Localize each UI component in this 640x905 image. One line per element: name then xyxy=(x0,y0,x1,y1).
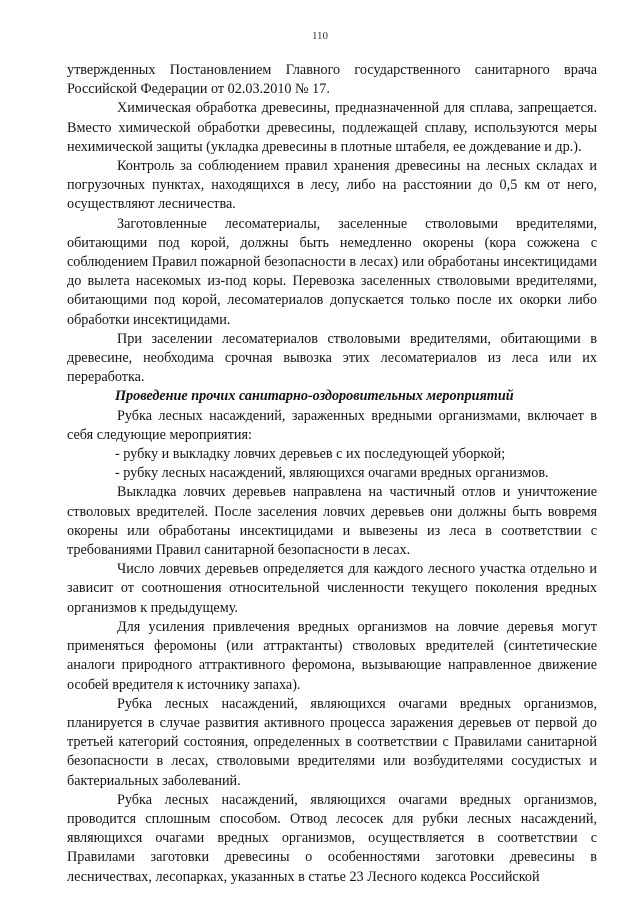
paragraph-debarking: Заготовленные лесоматериалы, заселенные стволовыми вредителями, обитающими под корой, должны быть немедленно окорены (кора сожжена с соблюдением Правил пожарной безопасности в лесах) или обработаны инсектицидами до вылета насекомых из-под коры. Перевозка заселенных стволовыми вредителями, обитающими под корой, лесоматериалов допускается только после их окорки либо обработки инсектицидами. xyxy=(67,215,597,328)
paragraph-continuation: утвержденных Постановлением Главного государственного санитарного врача Российской Федерации от 02.03.2010 № 17. xyxy=(67,62,597,98)
paragraph-pheromones: Для усиления привлечения вредных организмов на ловчие деревья могут применяться феромоны (или аттрактанты) стволовых вредителей (синтетические аналоги природного аттрактивного феромона, вызывающие направленное движение особей вредителя к источнику запаха). xyxy=(67,618,597,693)
section-heading: Проведение прочих санитарно-оздоровительных мероприятий xyxy=(115,388,514,405)
paragraph-trap-tree-count: Число ловчих деревьев определяется для каждого лесного участка отдельно и зависит от соотношения относительной численности текущего поколения вредных организмов к предыдущему. xyxy=(67,561,597,616)
paragraph-chemical-treatment: Химическая обработка древесины, предназначенной для сплава, запрещается. Вместо химической обработки древесины, подлежащей сплаву, используются меры нехимической защиты (укладка древесины в плотные штабеля, ее дождевание и др.). xyxy=(67,100,597,155)
paragraph-intro: Рубка лесных насаждений, зараженных вредными организмами, включает в себя следующие мероприятия: xyxy=(67,407,597,443)
paragraph-felling-planning: Рубка лесных насаждений, являющихся очагами вредных организмов, планируется в случае развития активного процесса заражения деревьев от первой до третьей категорий состояния, определенных в соответствии с Правилами санитарной безопасности в лесах, стволовыми вредителями или возбудителями сосудистых и бактериальных заболеваний. xyxy=(67,695,597,789)
paragraph-clear-cutting: Рубка лесных насаждений, являющихся очагами вредных организмов, проводится сплошным способом. Отвод лесосек для рубки лесных насаждений, являющихся очагами вредных организмов, осуществляется в соответствии с Правилами заготовки древесины о особенностями заготовки древесины в лесничествах, лесопарках, указанных в статье 23 Лесного кодекса Российской xyxy=(67,791,597,885)
paragraph-storage-control: Контроль за соблюдением правил хранения древесины на лесных складах и погрузочных пунктах, находящихся в лесу, либо на расстоянии до 0,5 км от него, осуществляют лесничества. xyxy=(67,158,597,213)
page-number: 110 xyxy=(311,30,329,42)
document-body xyxy=(67,61,597,887)
paragraph-trap-trees: Выкладка ловчих деревьев направлена на частичный отлов и уничтожение стволовых вредителей. После заселения ловчих деревьев они должны быть вовремя окорены или обработаны инсектицидами и вывезены из леса в соответствии с требованиями Правил санитарной безопасности в лесах. xyxy=(67,484,597,559)
list-item: - рубку и выкладку ловчих деревьев с их последующей уборкой; xyxy=(115,446,506,463)
paragraph-urgent-removal: При заселении лесоматериалов стволовыми вредителями, обитающими в древесине, необходима срочная вывозка этих лесоматериалов из леса или их переработка. xyxy=(67,330,597,386)
list-item: - рубку лесных насаждений, являющихся очагами вредных организмов. xyxy=(115,465,549,482)
